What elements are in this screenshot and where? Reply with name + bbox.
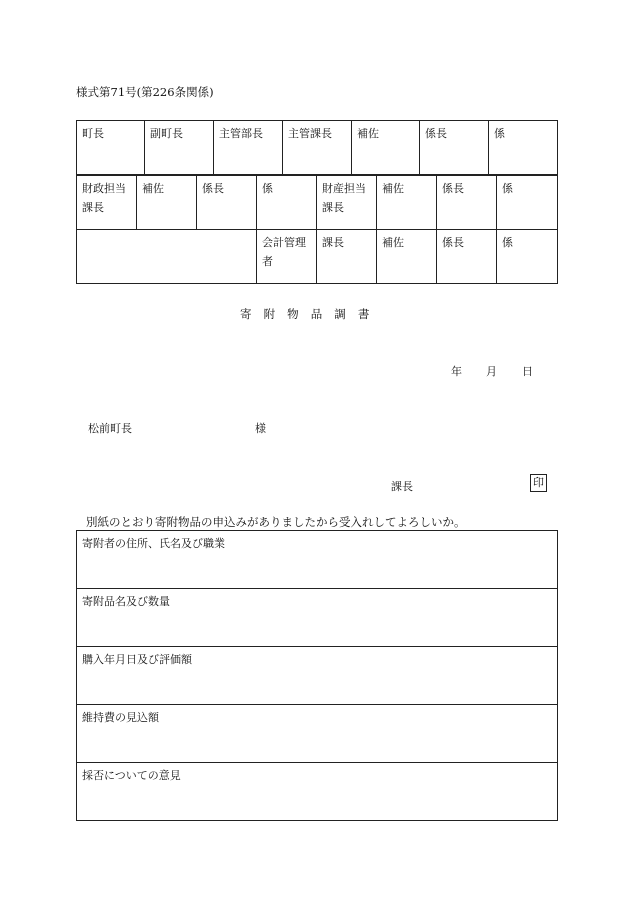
approval-label: 係長 <box>442 182 464 195</box>
approval-cell-staff[interactable] <box>489 121 558 175</box>
approval-label: 係長 <box>442 236 464 249</box>
approval-label: 主管課長 <box>288 127 332 140</box>
approval-cell-chief[interactable] <box>420 121 489 175</box>
approval-label: 係 <box>502 236 513 249</box>
field-label: 採否についての意見 <box>82 769 181 782</box>
approval-label: 補佐 <box>382 236 404 249</box>
approval-table-rows2-3 <box>76 175 558 284</box>
field-label: 維持費の見込額 <box>82 711 159 724</box>
approval-cell-chief[interactable] <box>437 176 497 230</box>
approval-cell-deputy-mayor[interactable] <box>145 121 214 175</box>
field-label: 購入年月日及び評価額 <box>82 653 192 666</box>
form-number: 様式第71号(第226条関係) <box>76 85 214 99</box>
approval-label: 係長 <box>425 127 447 140</box>
approval-cell-assistant[interactable] <box>377 176 437 230</box>
approval-label: 補佐 <box>382 182 404 195</box>
approval-label: 係長 <box>202 182 224 195</box>
signatory-title: 課長 <box>391 480 413 493</box>
seal-mark: 印 <box>530 474 547 492</box>
field-label: 寄附品名及び数量 <box>82 595 170 608</box>
approval-cell-dept-head[interactable] <box>214 121 283 175</box>
approval-label: 補佐 <box>357 127 379 140</box>
field-purchase-valuation[interactable] <box>77 647 558 705</box>
approval-cell-staff[interactable] <box>257 176 317 230</box>
honorific: 様 <box>255 422 266 435</box>
approval-cell-section-head[interactable] <box>317 230 377 284</box>
field-maintenance-cost[interactable] <box>77 705 558 763</box>
approval-label: 課長 <box>322 236 344 249</box>
field-acceptance-opinion[interactable] <box>77 763 558 821</box>
approval-cell-mayor[interactable] <box>77 121 145 175</box>
approval-label: 補佐 <box>142 182 164 195</box>
addressee: 松前町長 <box>88 422 132 435</box>
approval-cell-assistant[interactable] <box>137 176 197 230</box>
field-item-quantity[interactable] <box>77 589 558 647</box>
approval-cell-property-head[interactable] <box>317 176 377 230</box>
field-donor-info[interactable] <box>77 531 558 589</box>
approval-cell-blank <box>77 230 257 284</box>
date-line <box>451 363 533 379</box>
approval-label: 係 <box>502 182 513 195</box>
approval-label: 主管部長 <box>219 127 263 140</box>
approval-cell-section-head[interactable] <box>283 121 352 175</box>
approval-label: 係 <box>494 127 505 140</box>
approval-label: 係 <box>262 182 273 195</box>
intro-text: 別紙のとおり寄附物品の申込みがありましたから受入れしてよろしいか。 <box>86 515 466 529</box>
detail-table <box>76 530 558 821</box>
approval-cell-assistant[interactable] <box>377 230 437 284</box>
field-label: 寄附者の住所、氏名及び職業 <box>82 537 225 550</box>
date-year-label: 年 <box>451 365 462 378</box>
approval-label: 副町長 <box>150 127 183 140</box>
approval-label: 財産担当課長 <box>322 182 366 214</box>
approval-table-row1 <box>76 120 558 175</box>
document-title: 寄附物品調書 <box>240 307 382 321</box>
approval-cell-accountant[interactable] <box>257 230 317 284</box>
approval-label: 財政担当課長 <box>82 182 126 214</box>
date-day-label: 日 <box>522 365 533 378</box>
date-month-label: 月 <box>486 365 497 378</box>
approval-cell-staff[interactable] <box>497 230 558 284</box>
approval-label: 町長 <box>82 127 104 140</box>
approval-label: 会計管理者 <box>262 236 306 268</box>
approval-cell-assistant[interactable] <box>352 121 420 175</box>
approval-cell-chief[interactable] <box>197 176 257 230</box>
approval-cell-staff[interactable] <box>497 176 558 230</box>
approval-cell-chief[interactable] <box>437 230 497 284</box>
approval-cell-finance-head[interactable] <box>77 176 137 230</box>
